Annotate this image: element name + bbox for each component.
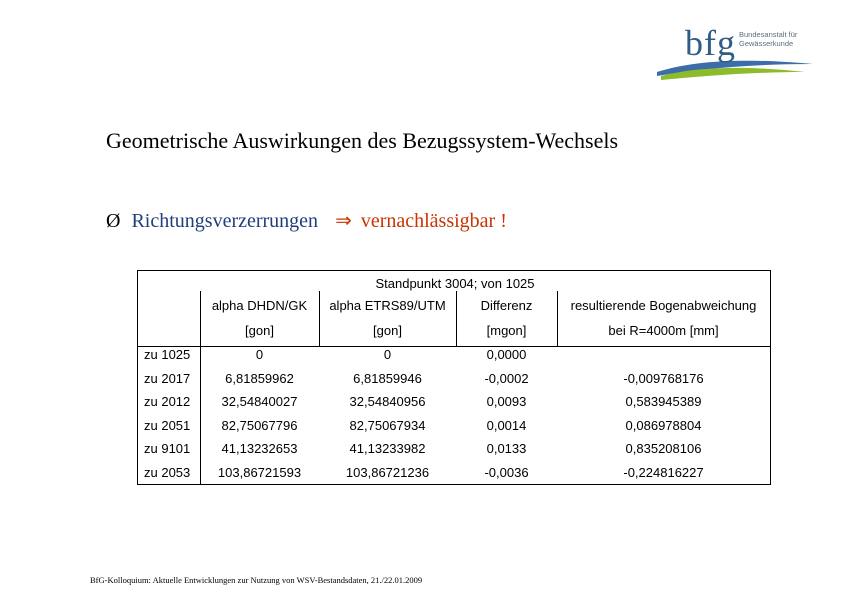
cell-alpha-dhdn: 103,86721593	[217, 465, 302, 480]
cell-alpha-etrs: 82,75067934	[349, 418, 426, 433]
cell-alpha-etrs: 6,81859946	[353, 371, 422, 386]
logo-subtitle-line2: Gewässerkunde	[739, 39, 794, 48]
bullet-arrow-icon: Ø	[106, 210, 121, 232]
row-label: zu 1025	[144, 347, 191, 362]
row-label: zu 9101	[144, 441, 191, 456]
footer-text: BfG-Kolloquium: Aktuelle Entwicklungen zur Nutzung von WSV-Bestandsdaten, 21./22.01.2009	[90, 575, 423, 585]
cell-alpha-dhdn: 41,13232653	[221, 441, 298, 456]
cell-alpha-dhdn: 0	[255, 347, 264, 362]
column-header: Differenz	[480, 298, 533, 313]
column-unit: [gon]	[245, 323, 274, 338]
cell-differenz: 0,0014	[486, 418, 527, 433]
cell-bogenabweichung: 0,086978804	[625, 418, 702, 433]
row-label: zu 2017	[144, 371, 191, 386]
column-header: alpha DHDN/GK	[211, 298, 308, 313]
data-table	[137, 270, 771, 485]
column-unit: [mgon]	[486, 323, 527, 338]
column-unit: [gon]	[373, 323, 402, 338]
cell-differenz: 0,0093	[486, 394, 527, 409]
cell-alpha-dhdn: 6,81859962	[225, 371, 294, 386]
row-label: zu 2012	[144, 394, 191, 409]
logo-subtitle-line1: Bundesanstalt für	[739, 30, 798, 39]
cell-differenz: -0,0002	[484, 371, 529, 386]
cell-bogenabweichung: -0,224816227	[623, 465, 704, 480]
cell-alpha-etrs: 41,13233982	[349, 441, 426, 456]
row-label: zu 2051	[144, 418, 191, 433]
table-caption: Standpunkt 3004; von 1025	[375, 276, 535, 291]
cell-differenz: -0,0036	[484, 465, 529, 480]
bullet-label: Richtungsverzerrungen	[131, 210, 319, 232]
cell-alpha-etrs: 0	[383, 347, 392, 362]
implies-arrow-icon: ⇒	[335, 210, 352, 232]
bullet-conclusion: vernachlässigbar !	[360, 210, 507, 232]
cell-alpha-dhdn: 32,54840027	[221, 394, 298, 409]
bfg-logo	[655, 20, 815, 82]
bullet-point	[106, 208, 507, 233]
cell-alpha-etrs: 103,86721236	[345, 465, 430, 480]
cell-differenz: 0,0000	[486, 347, 527, 362]
cell-alpha-etrs: 32,54840956	[349, 394, 426, 409]
cell-differenz: 0,0133	[486, 441, 527, 456]
cell-bogenabweichung: 0,583945389	[625, 394, 702, 409]
column-header: resultierende Bogenabweichung	[570, 298, 757, 313]
column-header: alpha ETRS89/UTM	[329, 298, 446, 313]
cell-alpha-dhdn: 82,75067796	[221, 418, 298, 433]
cell-bogenabweichung: 0,835208106	[625, 441, 702, 456]
cell-bogenabweichung: -0,009768176	[623, 371, 704, 386]
column-unit: bei R=4000m [mm]	[608, 323, 719, 338]
row-label: zu 2053	[144, 465, 191, 480]
logo-wordmark: bfg	[685, 23, 736, 63]
slide-title: Geometrische Auswirkungen des Bezugssystem-Wechsels	[106, 128, 619, 153]
